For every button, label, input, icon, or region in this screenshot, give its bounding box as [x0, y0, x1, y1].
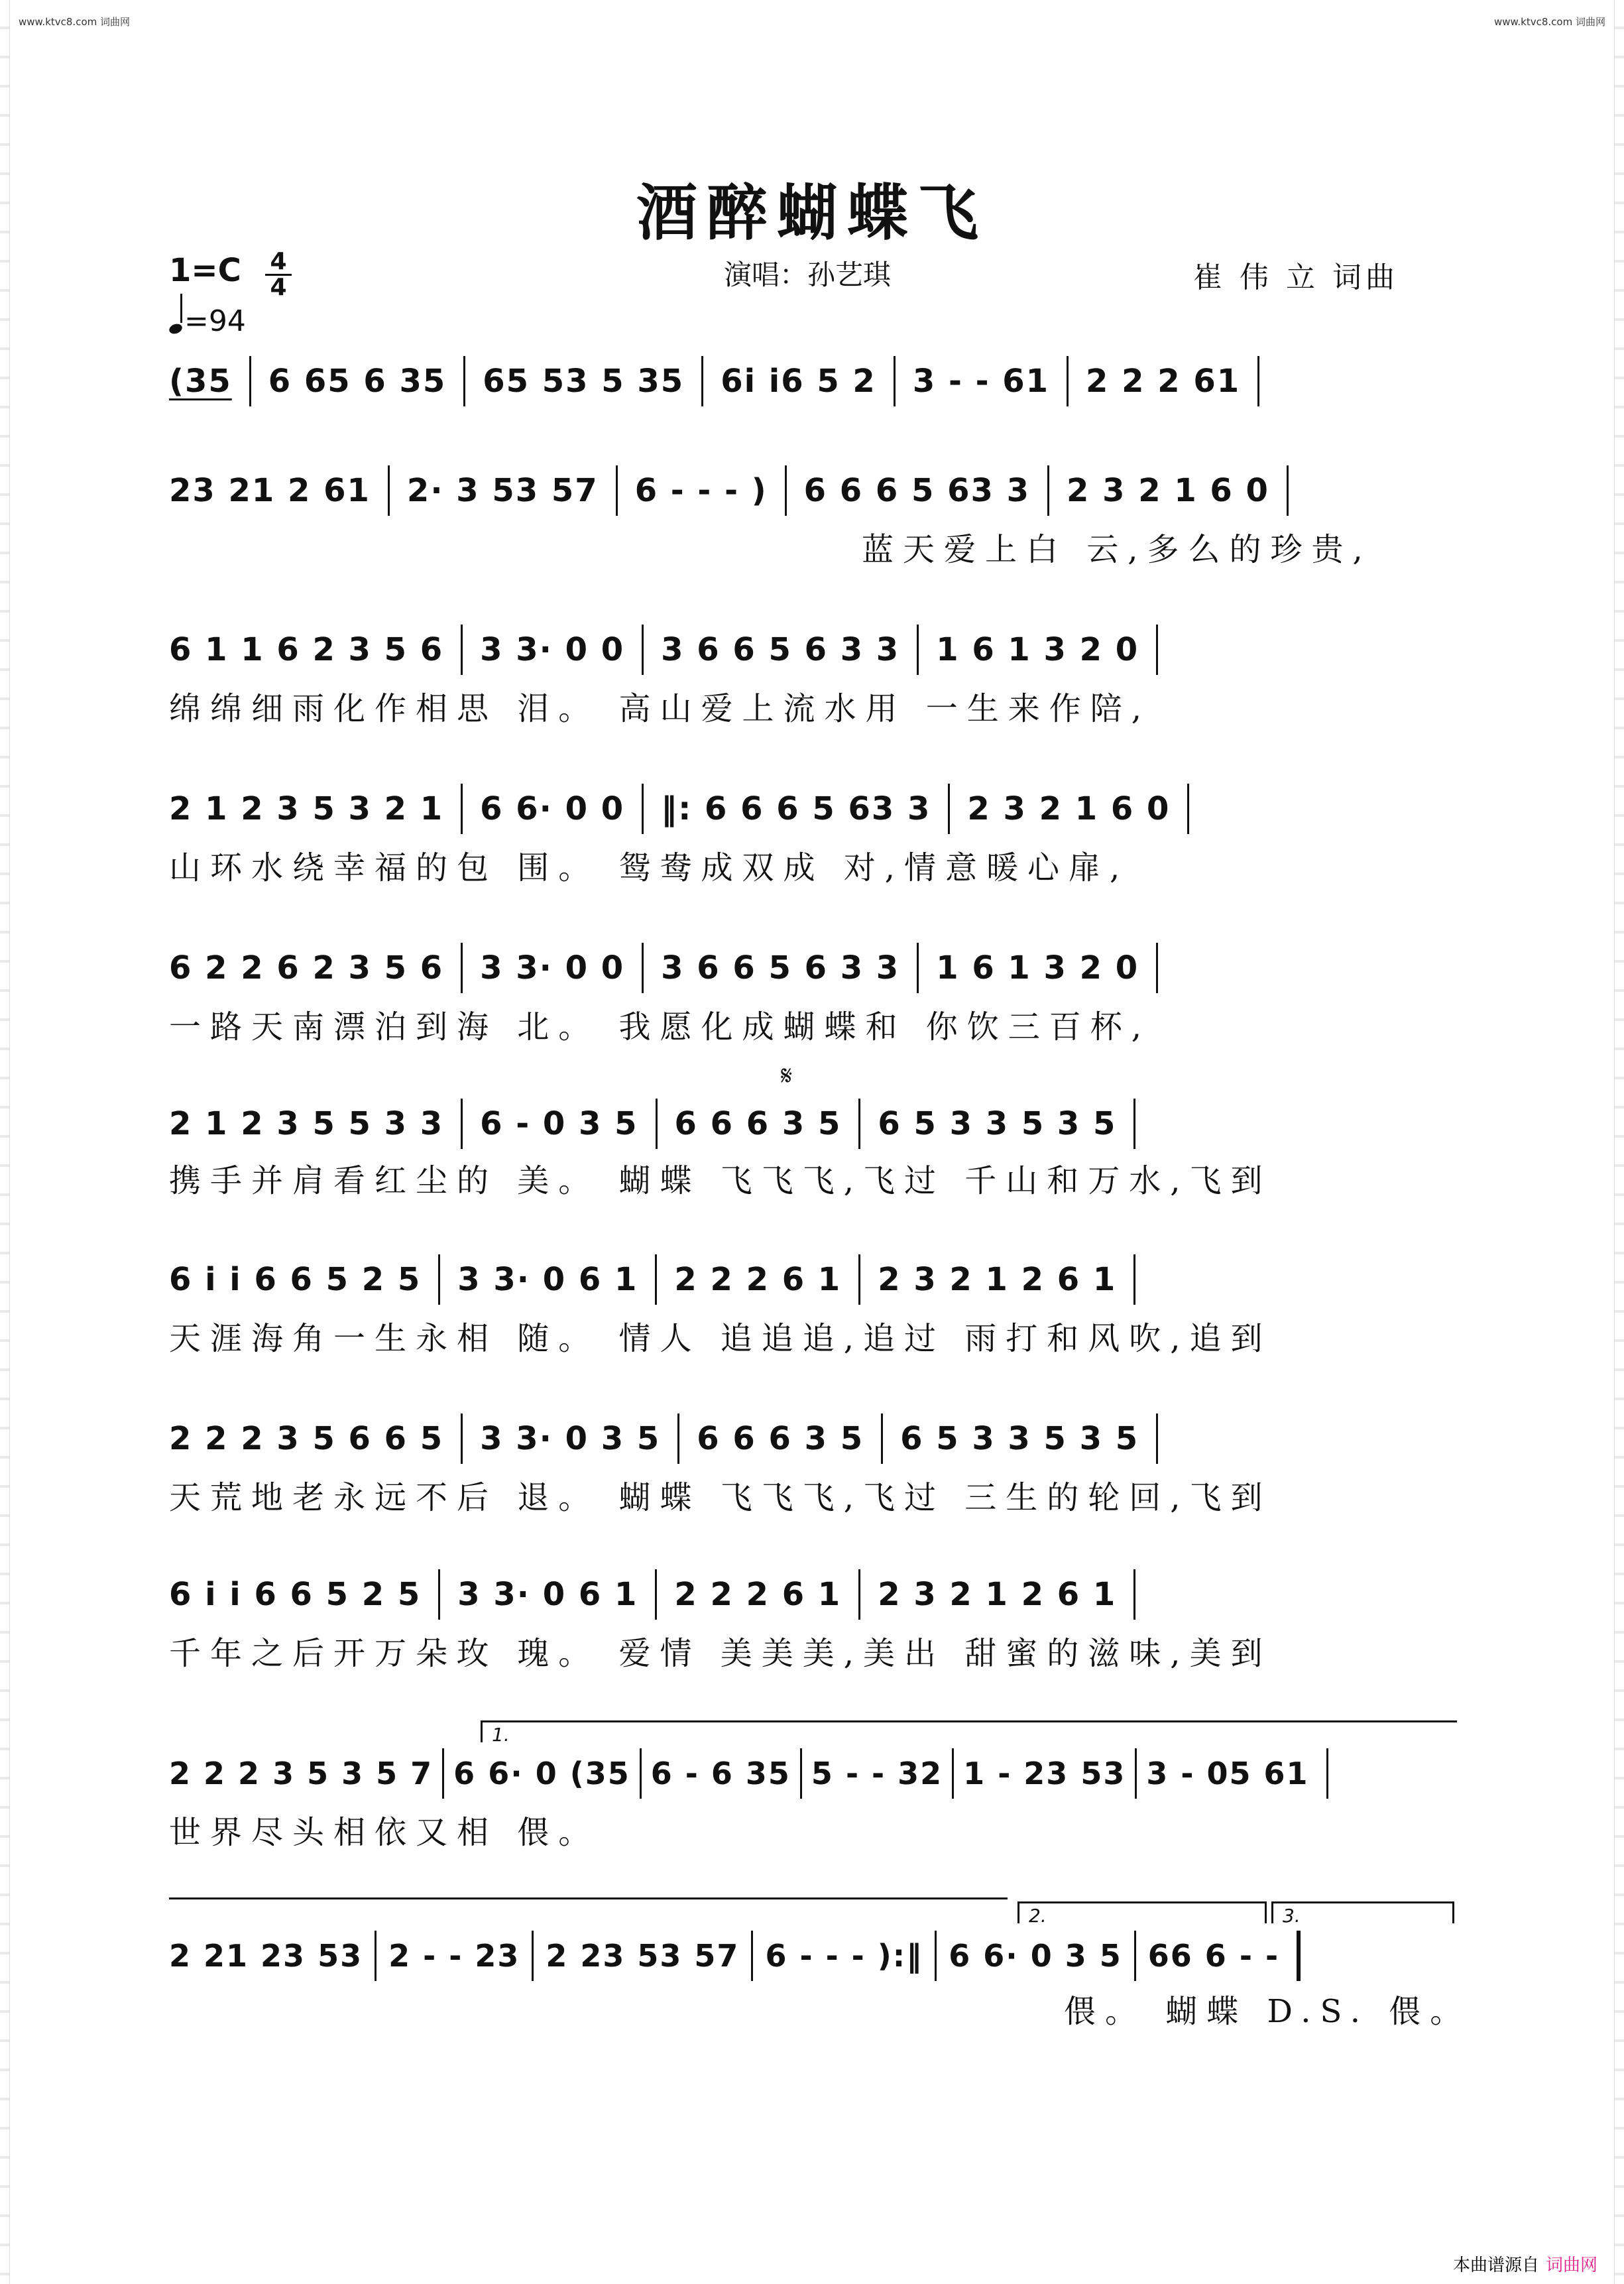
score-line-2 [169, 461, 1458, 520]
volta-bracket-2 [1017, 1901, 1267, 1927]
measure: 2 21 23 53 [169, 1938, 363, 1974]
key-signature: 1=C [169, 252, 241, 289]
song-title: 酒醉蝴蝶飞 [636, 177, 988, 249]
barline [1187, 784, 1189, 834]
barline [677, 1413, 679, 1464]
lyric-line-2: 蓝天爱上白 云,多么的珍贵, [862, 531, 1372, 568]
measure: 6 6 6 3 5 [697, 1420, 864, 1457]
measure: 6 65 6 35 [268, 363, 447, 400]
lyric-line-10: 世界尽头相依又相 偎。 [169, 1814, 600, 1851]
score-line-4 [169, 779, 1458, 839]
measure: 6 1 1 6 2 3 5 6 [169, 631, 444, 668]
measure: 2 2 2 3 5 6 6 5 [169, 1420, 444, 1457]
score-line-10 [169, 1744, 1458, 1803]
barline [1326, 1748, 1328, 1799]
score-line-1 [169, 351, 1458, 411]
segno-icon: 𝄋 [781, 1061, 793, 1091]
barline [442, 1748, 444, 1799]
barline [1133, 1254, 1135, 1305]
right-margin-strip [1614, 0, 1624, 2284]
score-line-6 [169, 1094, 1458, 1154]
measure: 3 3· 0 0 [480, 949, 625, 987]
measure: ‖: 6 6 6 5 63 3 [661, 790, 931, 827]
measure: 6 5 3 3 5 3 5 [878, 1105, 1117, 1142]
barline [894, 356, 896, 406]
footer-credit [1453, 2252, 1597, 2276]
barline [858, 1254, 860, 1305]
barline [1135, 1748, 1137, 1799]
measure: 3 3· 0 0 [480, 631, 625, 668]
barline [438, 1569, 440, 1620]
barline [655, 1254, 657, 1305]
barline [1156, 943, 1158, 993]
measure: 2 3 2 1 2 6 1 [878, 1576, 1117, 1613]
measure: 65 53 5 35 [483, 363, 685, 400]
barline [642, 625, 644, 675]
measure: 6 - 0 3 5 [480, 1105, 638, 1142]
measure: 2 1 2 3 5 5 3 3 [169, 1105, 444, 1142]
lyric-line-6: 携手并肩看红尘的 美。 蝴蝶 飞飞飞,飞过 千山和万水,飞到 [169, 1162, 1272, 1199]
measure: 6 6 6 5 63 3 [803, 472, 1030, 509]
lyric-line-5: 一路天南漂泊到海 北。 我愿化成蝴蝶和 你饮三百杯, [169, 1008, 1151, 1046]
barline [1067, 356, 1069, 406]
barline [461, 1413, 463, 1464]
barline [642, 943, 644, 993]
barline [917, 943, 919, 993]
barline [461, 625, 463, 675]
measure: 2 3 2 1 2 6 1 [878, 1261, 1117, 1298]
barline [935, 1931, 937, 1981]
barline [642, 784, 644, 834]
lyric-line-3: 绵绵细雨化作相思 泪。 高山爱上流水用 一生来作陪, [169, 690, 1151, 727]
volta-bracket-3 [1271, 1901, 1454, 1927]
barline [249, 356, 251, 406]
barline [1287, 465, 1289, 516]
composer: 崔 伟 立 词曲 [1193, 261, 1399, 294]
measure: 6 - 6 35 [650, 1756, 791, 1791]
barline [656, 1099, 658, 1149]
lyric-line-11: 偎。 蝴蝶 D.S. 偎。 [1064, 1993, 1472, 2030]
measure: 6 6· 0 0 [480, 790, 625, 827]
tempo-marking [169, 302, 246, 338]
measure: 2 3 2 1 6 0 [967, 790, 1171, 827]
measure: 6 5 3 3 5 3 5 [900, 1420, 1139, 1457]
barline [1156, 1413, 1158, 1464]
barline [952, 1748, 954, 1799]
score-line-11 [169, 1926, 1458, 1986]
barline [881, 1413, 883, 1464]
footer-text: 本曲谱源自 [1452, 2255, 1539, 2275]
volta-label: 2. [1029, 1905, 1047, 1927]
lyric-line-8: 天荒地老永远不后 退。 蝴蝶 飞飞飞,飞过 三生的轮回,飞到 [169, 1479, 1272, 1516]
measure: 1 6 1 3 2 0 [936, 631, 1139, 668]
time-signature-bottom: 4 [270, 274, 287, 301]
barline [858, 1099, 860, 1149]
measure: 1 6 1 3 2 0 [936, 949, 1139, 987]
staff-rule [169, 1897, 1008, 1899]
measure: 66 6 - - [1147, 1938, 1280, 1974]
lyric-line-4: 山环水绕幸福的包 围。 鸳鸯成双成 对,情意暖心扉, [169, 849, 1130, 886]
barline [858, 1569, 860, 1620]
volta-bracket-1 [481, 1720, 1457, 1746]
measure: 2 2 2 6 1 [674, 1576, 842, 1613]
quarter-note-icon [168, 322, 184, 335]
measure: 23 21 2 61 [169, 472, 371, 509]
barline [388, 465, 390, 516]
barline [1133, 1569, 1135, 1620]
measure: 6 - - - ) [634, 472, 768, 509]
score-line-7 [169, 1250, 1458, 1309]
measure: 6 i i 6 6 5 2 5 [169, 1576, 422, 1613]
volta-label: 1. [492, 1724, 510, 1746]
measure: 2 23 53 57 [546, 1938, 740, 1974]
measure: (35 [169, 363, 232, 400]
barline [461, 784, 463, 834]
barline [655, 1569, 657, 1620]
measure: 1 - 23 53 [963, 1756, 1126, 1791]
measure: 3 3· 0 6 1 [457, 1261, 638, 1298]
score-line-5 [169, 938, 1458, 998]
barline [701, 356, 703, 406]
singer: 演唱：孙艺琪 [724, 259, 892, 291]
measure: 2 3 2 1 6 0 [1066, 472, 1269, 509]
barline [1257, 356, 1259, 406]
score-line-9 [169, 1565, 1458, 1624]
barline [751, 1931, 753, 1981]
barline [800, 1748, 802, 1799]
quarter-note-stem [180, 294, 182, 323]
time-signature-top: 4 [265, 250, 292, 276]
measure: 5 - - 32 [811, 1756, 943, 1791]
measure: 2 2 2 61 [1086, 363, 1241, 400]
score-line-3 [169, 620, 1458, 680]
barline [461, 943, 463, 993]
time-signature [265, 250, 292, 300]
measure: 6 i i 6 6 5 2 5 [169, 1261, 422, 1298]
barline [785, 465, 787, 516]
measure: 3 3· 0 3 5 [480, 1420, 661, 1457]
lyric-line-7: 天涯海角一生永相 随。 情人 追追追,追过 雨打和风吹,追到 [169, 1320, 1272, 1357]
header-site-right: www.ktvc8.com 词曲网 [1493, 16, 1605, 28]
measure: 6 6· 0 (35 [453, 1756, 630, 1791]
measure: 3 6 6 5 6 3 3 [661, 949, 900, 987]
measure: 6 6 6 3 5 [674, 1105, 842, 1142]
measure: 3 6 6 5 6 3 3 [661, 631, 900, 668]
header-site-left: www.ktvc8.com 词曲网 [19, 16, 131, 28]
measure: 2 - - 23 [388, 1938, 520, 1974]
measure: 6 2 2 6 2 3 5 6 [169, 949, 444, 987]
measure: 6 - - - ):‖ [765, 1938, 923, 1974]
barline [917, 625, 919, 675]
barline [640, 1748, 642, 1799]
barline [1133, 1099, 1135, 1149]
barline [375, 1931, 377, 1981]
footer-brand: 词曲网 [1545, 2255, 1597, 2275]
measure: 3 - 05 61 [1146, 1756, 1309, 1791]
measure: 3 3· 0 6 1 [457, 1576, 638, 1613]
measure: 2 2 2 6 1 [674, 1261, 842, 1298]
measure: 6i i6 5 2 [721, 363, 876, 400]
measure: 2 2 2 3 5 3 5 7 [169, 1756, 434, 1791]
score-line-8 [169, 1409, 1458, 1469]
lyric-line-9: 千年之后开万朵玫 瑰。 爱情 美美美,美出 甜蜜的滋味,美到 [169, 1635, 1272, 1672]
measure: 2 1 2 3 5 3 2 1 [169, 790, 444, 827]
volta-label: 3. [1283, 1905, 1301, 1927]
barline [1047, 465, 1049, 516]
barline [438, 1254, 440, 1305]
measure: 2· 3 53 57 [406, 472, 599, 509]
final-barline [1297, 1931, 1301, 1981]
barline [1134, 1931, 1136, 1981]
barline [461, 1099, 463, 1149]
barline [1156, 625, 1158, 675]
barline [616, 465, 618, 516]
left-margin-strip [0, 0, 10, 2284]
tempo-value: =94 [184, 304, 246, 338]
barline [532, 1931, 534, 1981]
barline [948, 784, 950, 834]
barline [463, 356, 465, 406]
measure: 3 - - 61 [912, 363, 1049, 400]
measure: 6 6· 0 3 5 [949, 1938, 1122, 1974]
